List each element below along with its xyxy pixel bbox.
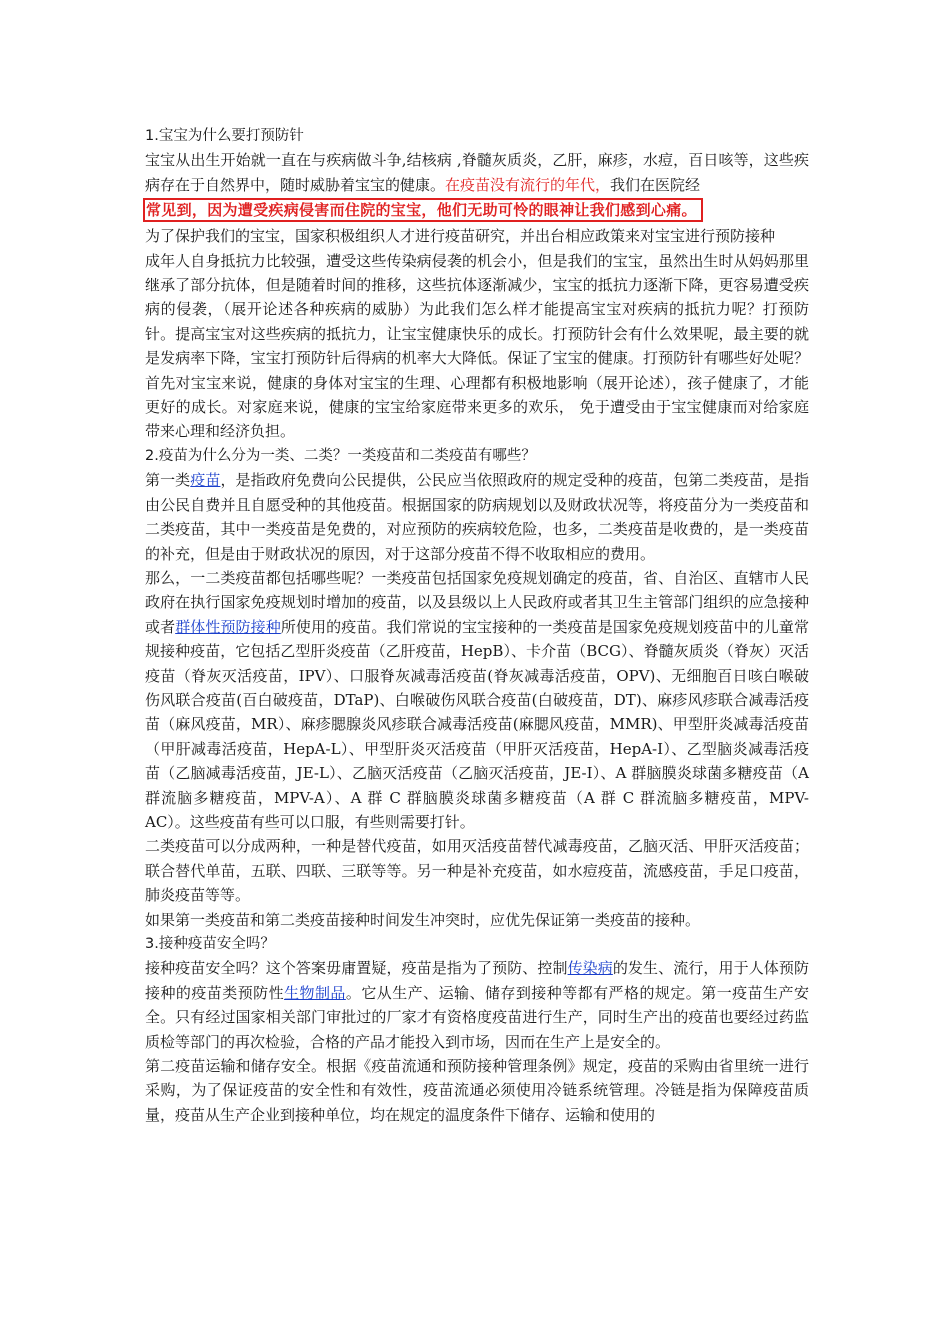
section-2-paragraph-3: 二类疫苗可以分成两种，一种是替代疫苗，如用灭活疫苗替代减毒疫苗，乙脑灭活、甲肝灭活疫苗；联合替代单苗，五联、四联、三联等等。另一种是补充疫苗，如水痘疫苗，流感疫苗，手足口疫苗，肺炎疫苗等等。	[145, 837, 809, 905]
s2-p1-text-b: ，是指政府免费向公民提供，公民应当依照政府的规定受种的疫苗，包第二类疫苗，是指由公民自费并且自愿受种的其他疫苗。根据国家的防病规划以及财政状况等，将疫苗分为一类疫苗和二类疫苗，其中一类疫苗是免费的，对应预防的疾病较危险，也多，二类疫苗是收费的，是一类疫苗的补充，但是由于财政状况的原因，对于这部分疫苗不得不收取相应的费用。	[145, 471, 809, 563]
s1-highlighted-boxed-text: 常见到，因为遭受疾病侵害而住院的宝宝，他们无助可怜的眼神让我们感到心痛。	[143, 198, 703, 222]
section-2-heading: 2.疫苗为什么分为一类、二类？一类疫苗和二类疫苗有哪些？	[145, 447, 536, 464]
s3-p1-text-b: 的发生、流行，用于人体预防接种的疫苗类预防性	[145, 959, 809, 1002]
infectious-disease-link[interactable]: 传染病	[567, 959, 613, 978]
section-3-paragraph-2: 第二疫苗运输和储存安全。根据《疫苗流通和预防接种管理条例》规定，疫苗的采购由省里统一进行采购，为了保证疫苗的安全性和有效性，疫苗流通必须使用冷链系统管理。冷链是指为保障疫苗质量，疫苗从生产企业到接种单位，均在规定的温度条件下储存、运输和使用的	[145, 1057, 809, 1124]
s1-p1-text-b: 我们在医院经	[610, 175, 701, 194]
section-2-paragraph-4: 如果第一类疫苗和第二类疫苗接种时间发生冲突时，应优先保证第一类疫苗的接种。	[145, 910, 701, 929]
s2-p2-text-b: 所使用的疫苗。我们常说的宝宝接种的一类疫苗是国家免疫规划疫苗中的儿童常规接种疫苗，它包括乙型肝炎疫苗（乙肝疫苗，HepB）、卡介苗（BCG）、脊髓灰质炎（脊灰）灭活疫苗（脊灰灭活疫苗，IPV）、口服脊灰减毒活疫苗(脊灰减毒活疫苗，OPV)、无细胞百日咳白喉破伤风联合疫苗(百白破疫苗，DTaP)、白喉破伤风联合疫苗(白破疫苗，DT)、麻疹风疹联合减毒活疫苗（麻风疫苗，MR）、麻疹腮腺炎风疹联合减毒活疫苗(麻腮风疫苗，MMR)、甲型肝炎减毒活疫苗（甲肝减毒活疫苗，HepA-L）、甲型肝炎灭活疫苗（甲肝灭活疫苗，HepA-I）、乙型脑炎减毒活疫苗（乙脑减毒活疫苗，JE-L）、乙脑灭活疫苗（乙脑灭活疫苗，JE-I）、A 群脑膜炎球菌多糖疫苗（A 群流脑多糖疫苗，MPV-A）、A 群 C 群脑膜炎球菌多糖疫苗（A 群 C 群流脑多糖疫苗，MPV-AC）。这些疫苗有些可以口服，有些则需要打针。	[145, 617, 809, 831]
s2-p2-text-a: 那么，一二类疫苗都包括哪些呢？一类疫苗包括国家免疫规划确定的疫苗，省、自治区、直辖市人民政府在执行国家免疫规划时增加的疫苗，以及县级以上人民政府或者其卫生主管部门组织的应急接种或者	[145, 568, 809, 636]
section-2-paragraph-2	[145, 566, 809, 834]
s1-p1-red-text: 在疫苗没有流行的年代，	[445, 175, 611, 194]
group-vaccination-link[interactable]: 群体性预防接种	[175, 617, 281, 636]
s1-p1-text-a: 宝宝从出生开始就一直在与疾病做斗争,结核病 ,脊髓灰质炎，乙肝，麻疹，水痘，百日咳等，这些疾病存在于自然界中，随时威胁着宝宝的健康。	[145, 151, 809, 194]
section-2-paragraph-1	[145, 468, 809, 566]
section-1-paragraph-2: 为了保护我们的宝宝，国家积极组织人才进行疫苗研究，并出台相应政策来对宝宝进行预防接种	[145, 227, 776, 246]
document-page	[145, 124, 809, 1127]
section-3-paragraph-1	[145, 956, 809, 1054]
section-1-paragraph-3: 成年人自身抵抗力比较强，遭受这些传染病侵袭的机会小，但是我们的宝宝，虽然出生时从妈妈那里继承了部分抗体，但是随着时间的推移，这些抗体逐渐减少，宝宝的抵抗力逐渐下降，更容易遭受疾病的侵袭，（展开论述各种疾病的威胁）为此我们怎么样才能提高宝宝对疾病的抵抗力呢？打预防针。提高宝宝对这些疾病的抵抗力，让宝宝健康快乐的成长。打预防针会有什么效果呢，最主要的就是发病率下降，宝宝打预防针后得病的机率大大降低。保证了宝宝的健康。打预防针有哪些好处呢？首先对宝宝来说，健康的身体对宝宝的生理、心理都有积极地影响（展开论述），孩子健康了，才能更好的成长。对家庭来说，健康的宝宝给家庭带来更多的欢乐， 免于遭受由于宝宝健康而对给家庭带来心理和经济负担。	[145, 251, 809, 441]
vaccine-link[interactable]: 疫苗	[190, 471, 221, 490]
section-3-heading: 3.接种疫苗安全吗？	[145, 936, 275, 952]
s2-p1-text-a: 第一类	[145, 471, 191, 490]
section-1-heading: 1.宝宝为什么要打预防针	[145, 128, 304, 144]
s3-p1-text-c: 。它从生产、运输、储存到接种等都有严格的规定。第一疫苗生产安全。只有经过国家相关部门审批过的厂家才有资格度疫苗进行生产，同时生产出的疫苗也要经过药监质检等部门的再次检验，合格的产品才能投入到市场，因而在生产上是安全的。	[145, 983, 809, 1051]
section-1-paragraph-1	[145, 148, 809, 224]
s3-p1-text-a: 接种疫苗安全吗？这个答案毋庸置疑，疫苗是指为了预防、控制	[145, 959, 568, 978]
biological-products-link[interactable]: 生物制品	[284, 983, 346, 1002]
